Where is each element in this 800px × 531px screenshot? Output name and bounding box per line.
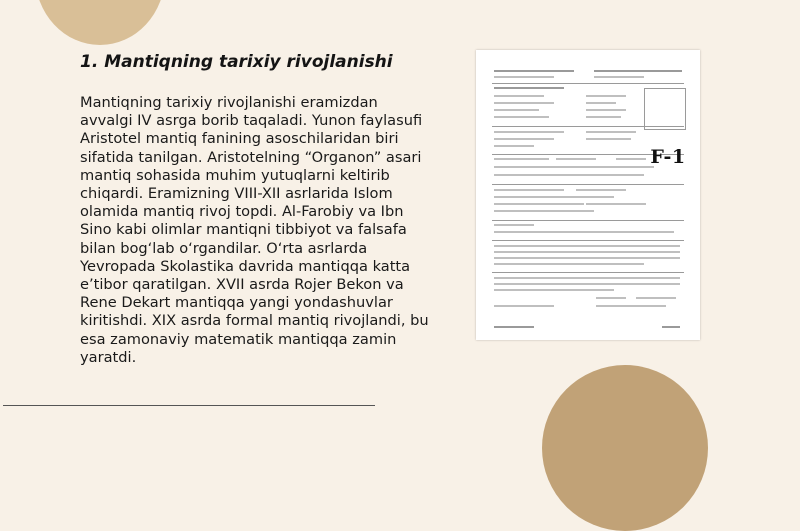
slide-title: 1. Mantiqning tarixiy rivojlanishi	[80, 52, 393, 72]
slide-paragraph: Mantiqning tarixiy rivojlanishi eramizdan avvalgi IV asrga borib taqaladi. Yunon faylasufi Aristotel mantiq fanining asoschilaridan biri sifatida tanilgan. Aristotelning “Organon” asari mantiq sohasida muhim yutuqlarni keltirib chiqardi. Eramizning VIII-XII asrlarida Islom olamida mantiq rivoj topdi. Al-Farobiy va Ibn Sino kabi olimlar mantiqni tibbiyot va falsafa bilan bog‘lab o‘rgandilar. O‘rta asrlarda Yevropada Skolastika davrida mantiqqa katta e’tibor qaratilgan. XVII asrda Rojer Bekon va Rene Dekart mantiqqa yangi yondashuvlar kiritishdi. XIX asrda formal mantiq rivojlandi, bu esa zamonaviy matematik mantiqqa zamin yaratdi.	[80, 94, 429, 366]
form-document-image	[476, 50, 700, 340]
decorative-circle-top	[35, 0, 165, 45]
form-code-label: F-1	[650, 146, 686, 168]
divider-line	[3, 405, 375, 406]
decorative-circle-bottom	[542, 365, 708, 531]
